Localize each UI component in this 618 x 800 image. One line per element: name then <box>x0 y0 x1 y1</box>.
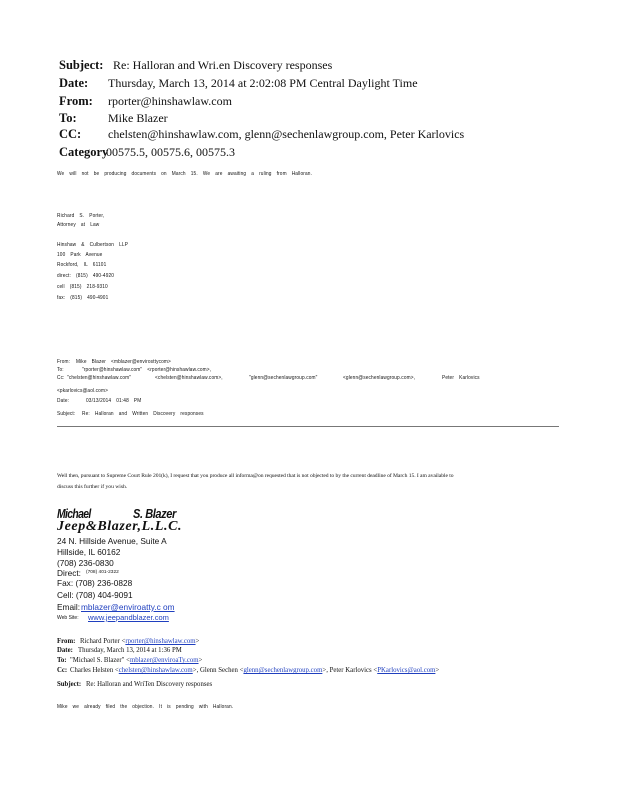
q1-cc-1: "chelsten@hinshawlaw.com" <box>67 375 132 381</box>
date-value: Thursday, March 13, 2014 at 2:02:08 PM Central Daylight Time <box>108 76 418 90</box>
blazer-email-link[interactable]: mblazer@enviroatty.c om <box>81 602 175 612</box>
q1-to: "rporter@hinshawlaw.com" <rporter@hinshawlaw.com>, <box>82 367 212 373</box>
porter-name: Richard S. Porter, <box>57 213 105 219</box>
q1-cc-label: Cc: <box>57 375 65 381</box>
porter-fax: fax: (815) 490-4901 <box>57 295 109 301</box>
subject-value: Re: Halloran and Wri.en Discovery responses <box>113 58 333 72</box>
reply-body: We will not be producing documents on March 15. We are awaiting a ruling from Halloran. <box>57 171 313 177</box>
q1-from-label: From: <box>57 359 71 365</box>
q1-from: Mike Blazer <mblazer@envirosttycom> <box>76 359 171 365</box>
q2-date-label: Date: <box>57 647 73 654</box>
q1-cc-3: "glenn@sechenlawgroup.com" <box>249 375 318 381</box>
q2-cc-text-1: Charles Helsten < <box>70 667 119 674</box>
q2-to-text: "Michael S. Blazer" < <box>70 657 130 664</box>
q2-from-label: From: <box>57 638 76 645</box>
q1-to-label: To: <box>57 367 64 373</box>
blazer-direct: (708) 401-2322 <box>86 570 119 575</box>
blazer-direct-label: Direct: <box>57 568 81 578</box>
blazer-name-last: S. Blazer <box>133 506 176 521</box>
q2-subject: Re: Halloran and WriTen Discovery responses <box>86 681 213 688</box>
q1-subject: Re: Halloran and Written Discovery responses <box>82 411 204 417</box>
q2-cc <box>70 667 439 674</box>
porter-cell: cell (815) 218-9310 <box>57 284 108 290</box>
cc-value: chelsten@hinshawlaw.com, glenn@sechenlawgroup.com, Peter Karlovics <box>108 127 465 141</box>
q2-date: Thursday, March 13, 2014 at 1:36 PM <box>78 647 182 654</box>
to-label: To: <box>59 111 77 125</box>
porter-firm: Hinshaw & Culbertson LLP <box>57 242 129 248</box>
subject-label: Subject: <box>59 58 104 72</box>
q2-from-name <box>80 638 199 645</box>
q1-cc-6: <pkarlovics@aol.com> <box>57 388 109 394</box>
q2-to <box>70 657 202 664</box>
from-value: rporter@hinshawlaw.com <box>108 94 232 108</box>
divider <box>57 426 559 427</box>
porter-street: 100 Park Avenue <box>57 252 103 258</box>
to-value: Mike Blazer <box>108 111 168 125</box>
q2-cc-text-2: >, Glenn Sechen < <box>192 667 244 674</box>
q1-cc-5: Peter Karlovics <box>442 375 480 381</box>
blazer-city: Hillside, IL 60162 <box>57 547 121 557</box>
from-label: From: <box>59 94 93 108</box>
category-label: Category <box>59 145 109 159</box>
q2-cc-email-1[interactable]: chelsten@hinshawlaw.com <box>118 667 193 674</box>
cc-label: CC: <box>59 127 82 141</box>
q2-cc-text-3: >, Peter Karlovics < <box>322 667 378 674</box>
q2-to-close: > <box>198 657 203 664</box>
q2-subject-label: Subject: <box>57 681 82 688</box>
blazer-web-link[interactable]: www.jeepandblazer.com <box>88 613 169 622</box>
q2-from-text: Richard Porter < <box>80 638 126 645</box>
q2-to-label: To: <box>57 657 67 664</box>
q1-date: 03/13/2014 01:48 PM <box>86 398 142 404</box>
blazer-body-line-2: discuss this further if you wish. <box>57 484 128 490</box>
q2-from-close: > <box>195 638 200 645</box>
q2-cc-email-2[interactable]: glenn@sechenlawgroup.com <box>243 667 323 674</box>
category-value: 00575.5, 00575.6, 00575.3 <box>106 145 235 159</box>
porter-direct: direct: (815) 490-4920 <box>57 273 115 279</box>
date-label: Date: <box>59 76 89 90</box>
blazer-firm-logo: Jeep&Blazer,L.L.C. <box>57 519 183 534</box>
q1-cc-2: <chelsten@hinshawlaw.com>, <box>155 375 223 381</box>
blazer-street: 24 N. Hillside Avenue, Suite A <box>57 536 167 546</box>
q2-from-email-link[interactable]: rporter@hinshawlaw.com <box>125 638 196 645</box>
porter-title: Attorney at Law <box>57 222 100 228</box>
porter-reply-body: Mike we already filed the objection. It is pending with Halloran. <box>57 704 234 710</box>
blazer-email-label: Email: <box>57 602 81 612</box>
blazer-fax: Fax: (708) 236-0828 <box>57 578 133 588</box>
q2-to-email-link[interactable]: mblazer@enviroaTy.com <box>129 657 199 664</box>
q1-cc-4: <glenn@sechenlawgroup.com>, <box>343 375 416 381</box>
porter-city: Rockford, IL 61101 <box>57 262 107 268</box>
blazer-phone: (708) 236-0830 <box>57 558 114 568</box>
q2-cc-text-4: > <box>435 667 440 674</box>
q1-subject-label: Subject: <box>57 411 76 417</box>
blazer-cell: Cell: (708) 404-9091 <box>57 590 133 600</box>
q1-date-label: Date: <box>57 398 70 404</box>
blazer-body-line-1: Well then, pursuant to Supreme Court Rule 201(k), I request that you produce all informa@on requested that is not objected to by the current deadline of March 15. I am available to <box>57 473 454 479</box>
q2-cc-email-3[interactable]: PKarlovics@aol.com <box>377 667 436 674</box>
blazer-web-label: Web Site: <box>57 615 79 621</box>
q2-cc-label: Cc: <box>57 667 68 674</box>
blazer-name-first: Michael <box>57 506 91 521</box>
